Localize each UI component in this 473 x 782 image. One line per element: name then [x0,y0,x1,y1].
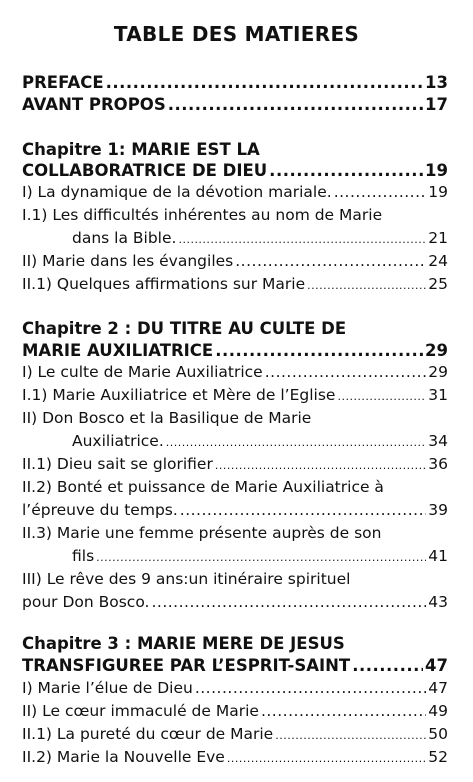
dot-leader [265,363,427,381]
entry-label: I) Marie l’élue de Dieu [22,679,193,697]
dot-leader [166,432,427,450]
entry-page: 47 [428,679,448,697]
entry-page: 21 [428,229,448,247]
entry-page: 41 [428,547,448,565]
entry-label: I) Le culte de Marie Auxiliatrice [22,363,263,381]
dot-leader [227,748,426,766]
toc-entry[interactable] [22,275,448,293]
toc-entry[interactable] [22,679,448,697]
dot-leader [106,73,423,92]
dot-leader [195,679,426,697]
entry-label: II.1) Dieu sait se glorifier [22,455,213,473]
toc-entry-first-line: I.1) Les difficultés inhérentes au nom de Marie [22,206,383,224]
entry-page: 47 [425,656,448,675]
entry-label: pour Don Bosco. [22,593,150,611]
entry-label: dans la Bible. [72,229,177,247]
dot-leader [261,702,426,720]
entry-page: 49 [428,702,448,720]
toc-entry[interactable] [22,183,448,201]
dot-leader [269,161,423,180]
entry-page: 29 [425,341,448,360]
dot-leader [235,252,426,270]
entry-page: 50 [428,725,448,743]
entry-page: 29 [428,363,448,381]
entry-label: Auxiliatrice. [72,432,164,450]
dot-leader [180,501,426,519]
toc-entry[interactable] [72,229,448,247]
entry-page: 13 [425,73,448,92]
entry-page: 24 [428,252,448,270]
entry-page: 36 [428,455,448,473]
dot-leader [334,183,427,201]
toc-entry[interactable] [22,725,448,743]
dot-leader [215,455,426,473]
dot-leader [215,341,423,360]
entry-page: 31 [428,386,448,404]
entry-page: 19 [425,161,448,180]
entry-label: II.1) La pureté du cœur de Marie [22,725,274,743]
entry-page: 25 [428,275,448,293]
entry-page: 43 [428,593,448,611]
dot-leader [352,656,423,675]
entry-page: 39 [428,501,448,519]
dot-leader [168,95,423,114]
toc-entry-first-line: II.3) Marie une femme présente auprès de son [22,524,382,542]
entry-page: 52 [428,748,448,766]
toc-entry-preface[interactable] [22,73,448,92]
entry-label: II.2) Marie la Nouvelle Eve [22,748,225,766]
toc-entry[interactable] [22,748,448,766]
toc-entry[interactable] [22,593,448,611]
toc-entry-avant-propos[interactable] [22,95,448,114]
entry-label: AVANT PROPOS [22,95,166,114]
toc-entry-first-line: II.2) Bonté et puissance de Marie Auxiliatrice à [22,478,384,496]
toc-entry[interactable] [72,432,448,450]
entry-page: 19 [428,183,448,201]
entry-label: II) Marie dans les évangiles [22,252,234,270]
toc-entry[interactable] [22,252,448,270]
toc-entry[interactable] [22,386,448,404]
dot-leader [178,229,426,247]
entry-label: TRANSFIGUREE PAR L’ESPRIT-SAINT [22,656,351,675]
entry-label: I.1) Marie Auxiliatrice et Mère de l’Eglise [22,386,336,404]
dot-leader [307,275,426,293]
toc-entry-chapter-1[interactable] [22,161,448,180]
entry-page: 34 [428,432,448,450]
chapter-2-heading: Chapitre 2 : DU TITRE AU CULTE DE [22,319,347,338]
chapter-3-heading: Chapitre 3 : MARIE MERE DE JESUS [22,634,345,653]
chapter-1-heading: Chapitre 1: MARIE EST LA [22,140,260,159]
dot-leader [337,386,426,404]
toc-entry-chapter-2[interactable] [22,341,448,360]
entry-label: PREFACE [22,73,104,92]
toc-entry-first-line: III) Le rêve des 9 ans:un itinéraire spirituel [22,570,351,588]
toc-entry-chapter-3[interactable] [22,656,448,675]
dot-leader [151,593,426,611]
entry-label: I) La dynamique de la dévotion mariale. [22,183,332,201]
toc-entry[interactable] [22,702,448,720]
dot-leader [275,725,426,743]
entry-page: 17 [425,95,448,114]
entry-label: II) Le cœur immaculé de Marie [22,702,259,720]
entry-label: II.1) Quelques affirmations sur Marie [22,275,306,293]
toc-entry[interactable] [22,455,448,473]
toc-entry[interactable] [72,547,448,565]
dot-leader [96,547,426,565]
entry-label: COLLABORATRICE DE DIEU [22,161,268,180]
toc-entry[interactable] [22,501,448,519]
page-title: TABLE DES MATIERES [113,22,360,46]
entry-label: l’épreuve du temps. [22,501,178,519]
entry-label: fils [72,547,95,565]
toc-entry-first-line: II) Don Bosco et la Basilique de Marie [22,409,312,427]
toc-entry[interactable] [22,363,448,381]
entry-label: MARIE AUXILIATRICE [22,341,214,360]
